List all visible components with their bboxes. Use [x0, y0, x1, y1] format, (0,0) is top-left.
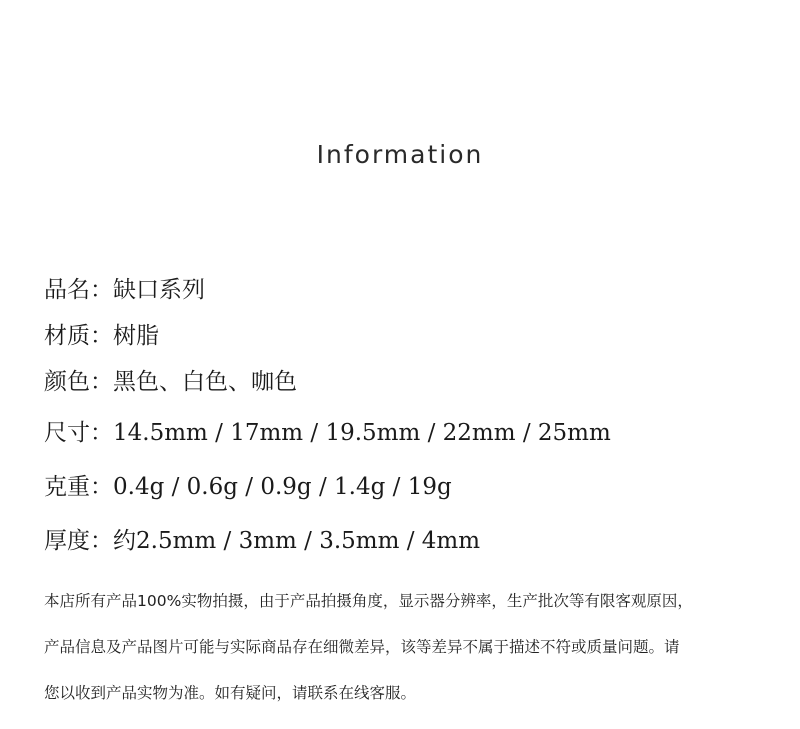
- disclaimer-notice: [44, 590, 789, 728]
- spec-value-thickness: 约2.5mm / 3mm / 3.5mm / 4mm: [113, 528, 481, 554]
- spec-label-color: 颜色：: [44, 369, 113, 395]
- spec-row-size: [44, 418, 611, 448]
- page-title: Information: [316, 140, 484, 169]
- disclaimer-line-3: 您以收到产品实物为准。如有疑问，请联系在线客服。: [44, 684, 417, 702]
- spec-value-weight: 0.4g / 0.6g / 0.9g / 1.4g / 19g: [113, 474, 452, 500]
- spec-label-size: 尺寸：: [44, 420, 113, 446]
- spec-label-product-name: 品名：: [44, 277, 113, 303]
- spec-row-weight: [44, 472, 452, 502]
- spec-label-thickness: 厚度：: [44, 528, 113, 554]
- spec-row-color: [44, 367, 297, 397]
- spec-label-weight: 克重：: [44, 474, 113, 500]
- spec-value-material: 树脂: [113, 323, 159, 349]
- spec-value-size: 14.5mm / 17mm / 19.5mm / 22mm / 25mm: [113, 420, 611, 446]
- spec-row-material: [44, 321, 159, 351]
- spec-value-color: 黑色、白色、咖色: [113, 369, 297, 395]
- disclaimer-line-2: 产品信息及产品图片可能与实际商品存在细微差异，该等差异不属于描述不符或质量问题。请: [44, 638, 680, 656]
- spec-row-product-name: [44, 275, 205, 305]
- spec-row-thickness: [44, 526, 480, 556]
- spec-value-product-name: 缺口系列: [113, 277, 205, 303]
- disclaimer-line-1: 本店所有产品100%实物拍摄，由于产品拍摄角度，显示器分辨率，生产批次等有限客观原因，: [44, 592, 693, 610]
- spec-label-material: 材质：: [44, 323, 113, 349]
